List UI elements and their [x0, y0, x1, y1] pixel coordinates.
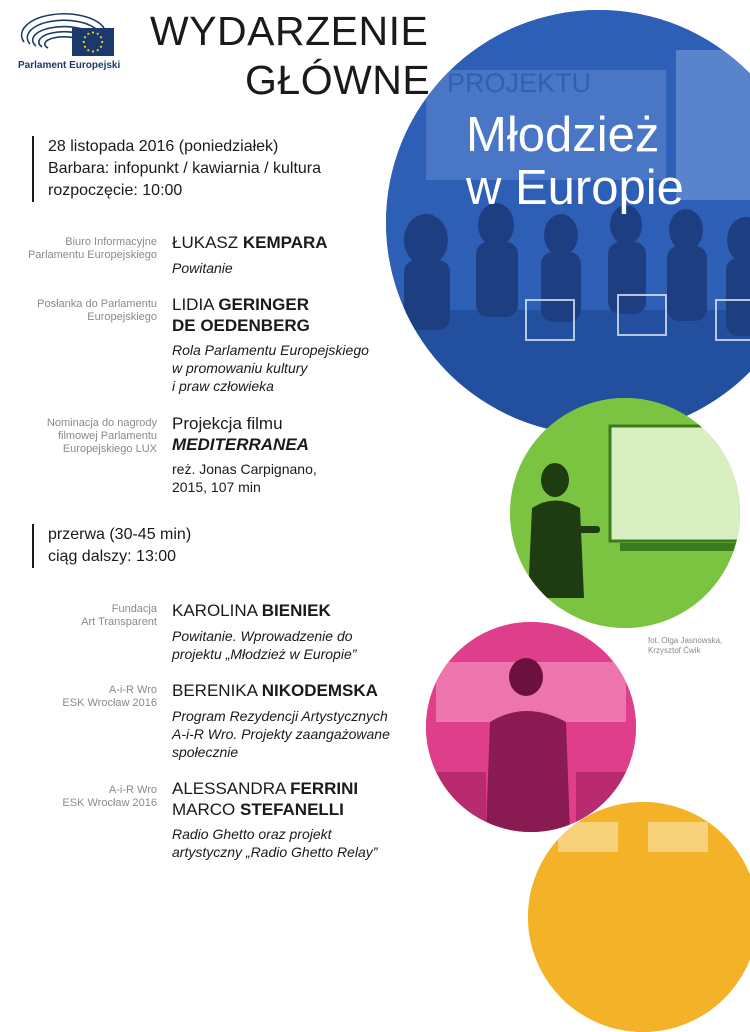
org-line: Europejskiego LUX: [62, 443, 157, 455]
program-item-6-desc: [172, 825, 377, 861]
title-line-wydarzenie: WYDARZENIE: [150, 8, 429, 54]
credit-line: fot. Olga Jasnowska,: [648, 636, 723, 645]
desc-line: Powitanie. Wprowadzenie do: [172, 628, 353, 644]
desc-line: artystyczny „Radio Ghetto Relay”: [172, 844, 378, 860]
photo-credit: [648, 636, 722, 656]
speaker-first-name: LIDIA: [172, 295, 214, 314]
speaker-first-name: ŁUKASZ: [172, 233, 239, 252]
program-item-3-org: [0, 417, 157, 456]
org-line: Europejskiego: [87, 311, 157, 323]
project-name-line-2: w Europie: [466, 161, 684, 215]
logo-caption: Parlament Europejski: [18, 60, 121, 71]
program-item-1-org: [0, 236, 157, 262]
program-item-6-org: [0, 784, 157, 810]
film-title: MEDITERRANEA: [172, 435, 309, 454]
org-line: Posłanka do Parlamentu: [37, 298, 157, 310]
desc-line: Rola Parlamentu Europejskiego: [172, 342, 369, 358]
speaker-first-name: KAROLINA: [172, 601, 258, 620]
speaker-photo: [426, 622, 636, 832]
credit-line: Krzysztof Ćwik: [648, 646, 701, 655]
audience-photo: [528, 802, 750, 1032]
photo-circle-presentation: [510, 398, 740, 628]
desc-line: A-i-R Wro. Projekty zaangażowane: [172, 726, 390, 742]
program-item-1-speaker: [172, 232, 328, 253]
program-item-4-org: [0, 603, 157, 629]
program-item-3-film: [172, 413, 309, 455]
event-start: rozpoczęcie: 10:00: [48, 182, 183, 199]
speaker-last-name-2: DE OEDENBERG: [172, 316, 310, 335]
org-line: Parlamentu Europejskiego: [27, 249, 157, 261]
org-line: Fundacja: [111, 603, 157, 615]
project-name-line-1: Młodzież: [466, 108, 660, 162]
desc-line: w promowaniu kultury: [172, 360, 308, 376]
presentation-photo: [510, 398, 740, 628]
desc-line: i praw człowieka: [172, 378, 274, 394]
program-item-4-speaker: [172, 600, 331, 621]
program-item-1-desc: [172, 259, 233, 277]
org-line: A-i-R Wro: [108, 684, 157, 696]
org-line: ESK Wrocław 2016: [62, 697, 157, 709]
program-item-5-desc: [172, 707, 390, 761]
speaker-last-name: BIENIEK: [261, 601, 331, 620]
program-item-2-org: [0, 298, 157, 324]
speaker-first-name: BERENIKA: [172, 681, 258, 700]
continue-time: ciąg dalszy: 13:00: [48, 548, 177, 565]
program-item-2-speaker: [172, 294, 310, 336]
eu-flag-icon: [72, 28, 114, 56]
speaker-first-name: ALESSANDRA: [172, 779, 286, 798]
speaker-last-name: GERINGER: [218, 295, 310, 314]
program-item-2-desc: [172, 341, 369, 395]
film-intro: Projekcja filmu: [172, 414, 283, 433]
break-info-block: [32, 524, 191, 568]
photo-circle-speaker: [426, 622, 636, 832]
program-item-4-desc: [172, 627, 356, 663]
desc-line: projektu „Młodzież w Europie”: [172, 646, 357, 662]
org-line: A-i-R Wro: [108, 784, 157, 796]
title-line-projektu: PROJEKTU: [447, 68, 592, 98]
org-line: filmowej Parlamentu: [57, 430, 157, 442]
event-place: Barbara: infopunkt / kawiarnia / kultura: [48, 160, 322, 177]
event-date: 28 listopada 2016 (poniedziałek): [48, 138, 279, 155]
speaker-last-name: FERRINI: [290, 779, 359, 798]
program-item-5-org: [0, 684, 157, 710]
desc-line: Radio Ghetto oraz projekt: [172, 826, 332, 842]
photo-circle-audience: [528, 802, 750, 1032]
desc-line: 2015, 107 min: [172, 479, 261, 495]
event-info-block: [32, 136, 321, 202]
org-line: Art Transparent: [81, 616, 157, 628]
speaker-last-name: NIKODEMSKA: [261, 681, 378, 700]
org-line: Nominacja do nagrody: [46, 417, 157, 429]
desc-line: Program Rezydencji Artystycznych: [172, 708, 388, 724]
break-duration: przerwa (30-45 min): [48, 526, 192, 543]
org-line: ESK Wrocław 2016: [62, 797, 157, 809]
title-line-glowne: GŁÓWNE: [245, 57, 431, 103]
speaker-last-name: KEMPARA: [242, 233, 328, 252]
program-item-3-desc: [172, 460, 317, 496]
org-line: Biuro Informacyjne: [65, 236, 157, 248]
program-item-5-speaker: [172, 680, 378, 701]
speaker-2-last-name: STEFANELLI: [240, 800, 344, 819]
desc-line: reż. Jonas Carpignano,: [172, 461, 317, 477]
desc-line: społecznie: [172, 744, 239, 760]
speaker-2-first-name: MARCO: [172, 800, 236, 819]
desc-line: Powitanie: [172, 260, 233, 276]
program-item-6-speaker: [172, 778, 358, 820]
